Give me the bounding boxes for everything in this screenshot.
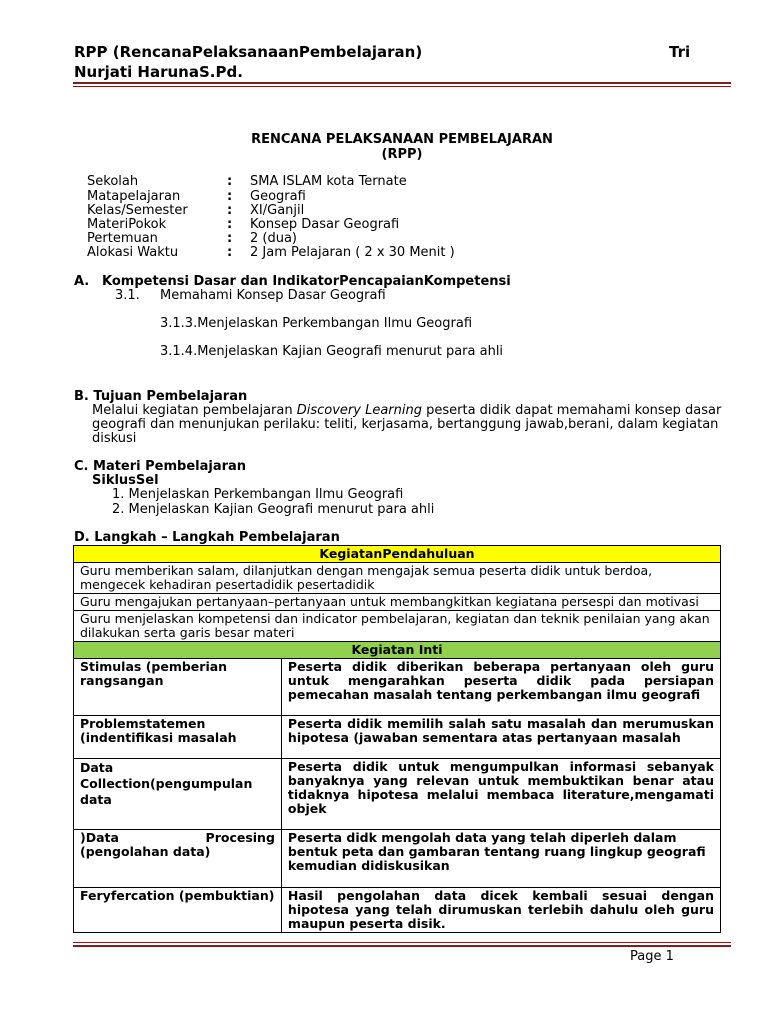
section-c-heading: C. Materi Pembelajaran: [74, 459, 247, 474]
section-d-heading: D. Langkah – Langkah Pembelajaran: [74, 530, 340, 545]
section-b-heading: B. Tujuan Pembelajaran: [74, 389, 248, 404]
pendahuluan-row: Guru mengajukan pertanyaan–pertanyaan untuk membangkitkan kegiatana persespi dan motivasi: [74, 594, 721, 611]
inti-step: Problemstatemen (indentifikasi masalah: [74, 716, 282, 759]
inti-step: Feryfercation (pembuktian): [74, 888, 282, 933]
kd-number: 3.1.: [115, 288, 140, 303]
identity-colon: :: [227, 174, 233, 189]
pendahuluan-header: KegiatanPendahuluan: [74, 546, 721, 563]
footer-rule-thin: [73, 942, 731, 943]
inti-desc: Peserta didik memilih salah satu masalah dan merumuskan hipotesa (jawaban sementara atas pertanyaan masalah: [281, 716, 720, 759]
identity-value: 2 (dua): [250, 231, 298, 246]
identity-colon: :: [227, 245, 233, 260]
header-rule-thin: [73, 86, 731, 87]
section-a-heading: Kompetensi Dasar dan IndikatorPencapaianKompetensi: [102, 274, 511, 289]
indicator-1: 3.1.3.Menjelaskan Perkembangan Ilmu Geografi: [160, 316, 473, 331]
identity-label: Pertemuan: [87, 231, 158, 246]
identity-label: Alokasi Waktu: [87, 245, 179, 260]
identity-label: Kelas/Semester: [87, 203, 188, 218]
header-rule: [73, 82, 731, 84]
section-c-subheading: SiklusSel: [92, 473, 159, 488]
materi-item: 1. Menjelaskan Perkembangan Ilmu Geografi: [112, 487, 404, 502]
doc-title: RENCANA PELAKSANAAN PEMBELAJARAN: [251, 132, 553, 147]
inti-desc: Hasil pengolahan data dicek kembali sesuai dengan hipotesa yang telah dirumuskan terlebih dahulu oleh guru maupun peserta disik.: [281, 888, 720, 933]
identity-value: Konsep Dasar Geografi: [250, 217, 400, 232]
indicator-2: 3.1.4.Menjelaskan Kajian Geografi menurut para ahli: [160, 344, 504, 359]
identity-value: 2 Jam Pelajaran ( 2 x 30 Menit ): [250, 245, 455, 260]
header-author-name: Nurjati HarunaS.Pd.: [74, 63, 243, 81]
identity-colon: :: [227, 203, 233, 218]
header-author-first: Tri: [669, 43, 691, 61]
inti-step: Data Collection(pengumpulan data: [74, 759, 282, 830]
inti-header: Kegiatan Inti: [74, 642, 721, 659]
identity-colon: :: [227, 231, 233, 246]
inti-desc: Peserta didik untuk mengumpulkan informasi sebanyak banyaknya yang relevan untuk membuktikan benar atau tidaknya hipotesa melalui membaca literature,mengamati objek: [281, 759, 720, 830]
doc-subtitle: (RPP): [381, 147, 423, 162]
objective-text-italic: Discovery Learning: [296, 403, 422, 418]
objective-text-post: peserta didik dapat memahami konsep dasar: [421, 403, 722, 418]
objective-text-pre: Melalui kegiatan pembelajaran: [92, 403, 297, 418]
section-a-letter: A.: [74, 274, 90, 289]
identity-label: Matapelajaran: [87, 189, 181, 204]
objective-text-line1: [92, 403, 721, 418]
materi-item: 2. Menjelaskan Kajian Geografi menurut para ahli: [112, 502, 435, 517]
objective-text-line3: diskusi: [92, 431, 137, 446]
kd-text: Memahami Konsep Dasar Geografi: [160, 288, 386, 303]
identity-label: MateriPokok: [87, 217, 167, 232]
pendahuluan-row: Guru memberikan salam, dilanjutkan dengan mengajak semua peserta didik untuk berdoa, mengecek kehadiran pesertadidik pesertadidik: [74, 563, 721, 594]
footer-rule: [73, 945, 731, 947]
inti-desc: Peserta didik diberikan beberapa pertanyaan oleh guru untuk mengarahkan peserta didik pada persiapan pemecahan masalah tentang perkembangan ilmu geografi: [281, 659, 720, 716]
inti-step: Stimulas (pemberian rangsangan: [74, 659, 282, 716]
inti-desc: Peserta didk mengolah data yang telah diperleh dalam bentuk peta dan gambaran tentang ruang lingkup geografi kemudian didiskusikan: [281, 830, 720, 888]
identity-label: Sekolah: [87, 174, 139, 189]
steps-table: [73, 545, 721, 933]
identity-value: Geografi: [250, 189, 306, 204]
identity-colon: :: [227, 189, 233, 204]
identity-value: XI/Ganjil: [250, 203, 305, 218]
pendahuluan-row: Guru menjelaskan kompetensi dan indicator pembelajaran, kegiatan dan teknik penilaian yang akan dilakukan serta garis besar materi: [74, 611, 721, 642]
objective-text-line2: geografi dan menunjukan perilaku: teliti, kerjasama, bertanggung jawab,berani, dalam kegiatan: [92, 417, 719, 432]
header-title: RPP (RencanaPelaksanaanPembelajaran): [74, 43, 423, 61]
page-number: Page 1: [630, 949, 674, 964]
inti-step: )Data Procesing (pengolahan data): [74, 830, 282, 888]
identity-colon: :: [227, 217, 233, 232]
identity-value: SMA ISLAM kota Ternate: [250, 174, 407, 189]
